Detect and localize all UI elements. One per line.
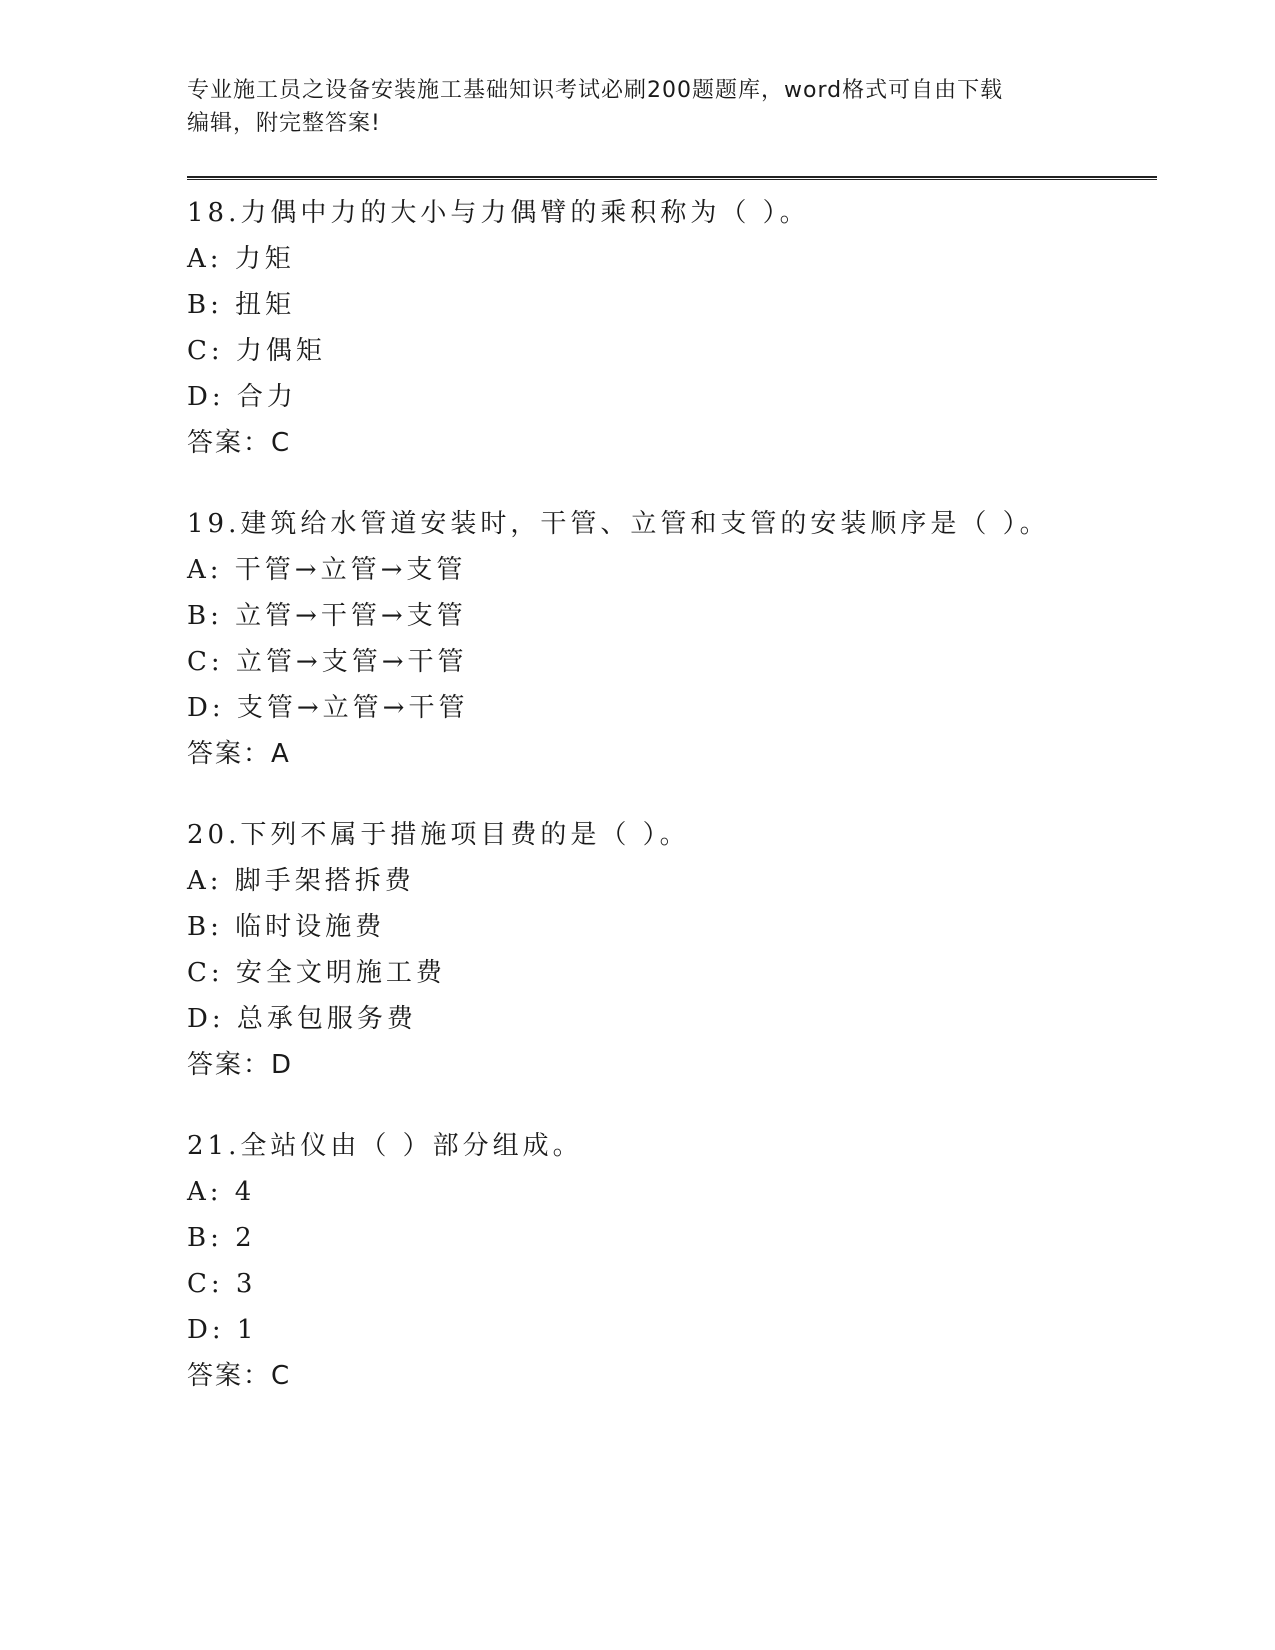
header-divider bbox=[187, 176, 1157, 180]
option-a: A: 干管→立管→支管 bbox=[187, 555, 467, 585]
header-line-2: 编辑，附完整答案! bbox=[187, 111, 381, 136]
header-line-1: 专业施工员之设备安装施工基础知识考试必刷200题题库，word格式可自由下载 bbox=[187, 78, 1004, 103]
question-21 bbox=[187, 1123, 1157, 1399]
question-stem: 18.力偶中力的大小与力偶臂的乘积称为（ ）。 bbox=[187, 198, 810, 228]
document-header bbox=[187, 74, 1087, 140]
question-19 bbox=[187, 501, 1157, 777]
answer-line: 答案：A bbox=[187, 739, 291, 769]
option-c: C: 力偶矩 bbox=[187, 336, 326, 366]
option-d: D: 1 bbox=[187, 1315, 258, 1345]
option-d: D: 合力 bbox=[187, 382, 297, 412]
question-stem: 21.全站仪由（ ）部分组成。 bbox=[187, 1131, 583, 1161]
question-18 bbox=[187, 190, 1157, 466]
option-a: A: 4 bbox=[187, 1177, 256, 1207]
question-list bbox=[187, 190, 1157, 1434]
option-d: D: 总承包服务费 bbox=[187, 1004, 417, 1034]
answer-line: 答案：C bbox=[187, 428, 292, 458]
option-c: C: 立管→支管→干管 bbox=[187, 647, 468, 677]
option-c: C: 3 bbox=[187, 1269, 257, 1299]
document-page bbox=[187, 0, 1157, 1650]
question-stem: 20.下列不属于措施项目费的是（ ）。 bbox=[187, 820, 690, 850]
option-b: B: 临时设施费 bbox=[187, 912, 386, 942]
answer-line: 答案：C bbox=[187, 1361, 292, 1391]
option-c: C: 安全文明施工费 bbox=[187, 958, 446, 988]
option-a: A: 力矩 bbox=[187, 244, 295, 274]
option-b: B: 2 bbox=[187, 1223, 256, 1253]
option-b: B: 扭矩 bbox=[187, 290, 296, 320]
option-a: A: 脚手架搭拆费 bbox=[187, 866, 415, 896]
answer-line: 答案：D bbox=[187, 1050, 294, 1080]
option-b: B: 立管→干管→支管 bbox=[187, 601, 467, 631]
question-stem: 19.建筑给水管道安装时，干管、立管和支管的安装顺序是（ ）。 bbox=[187, 509, 1050, 539]
option-d: D: 支管→立管→干管 bbox=[187, 693, 469, 723]
question-20 bbox=[187, 812, 1157, 1088]
